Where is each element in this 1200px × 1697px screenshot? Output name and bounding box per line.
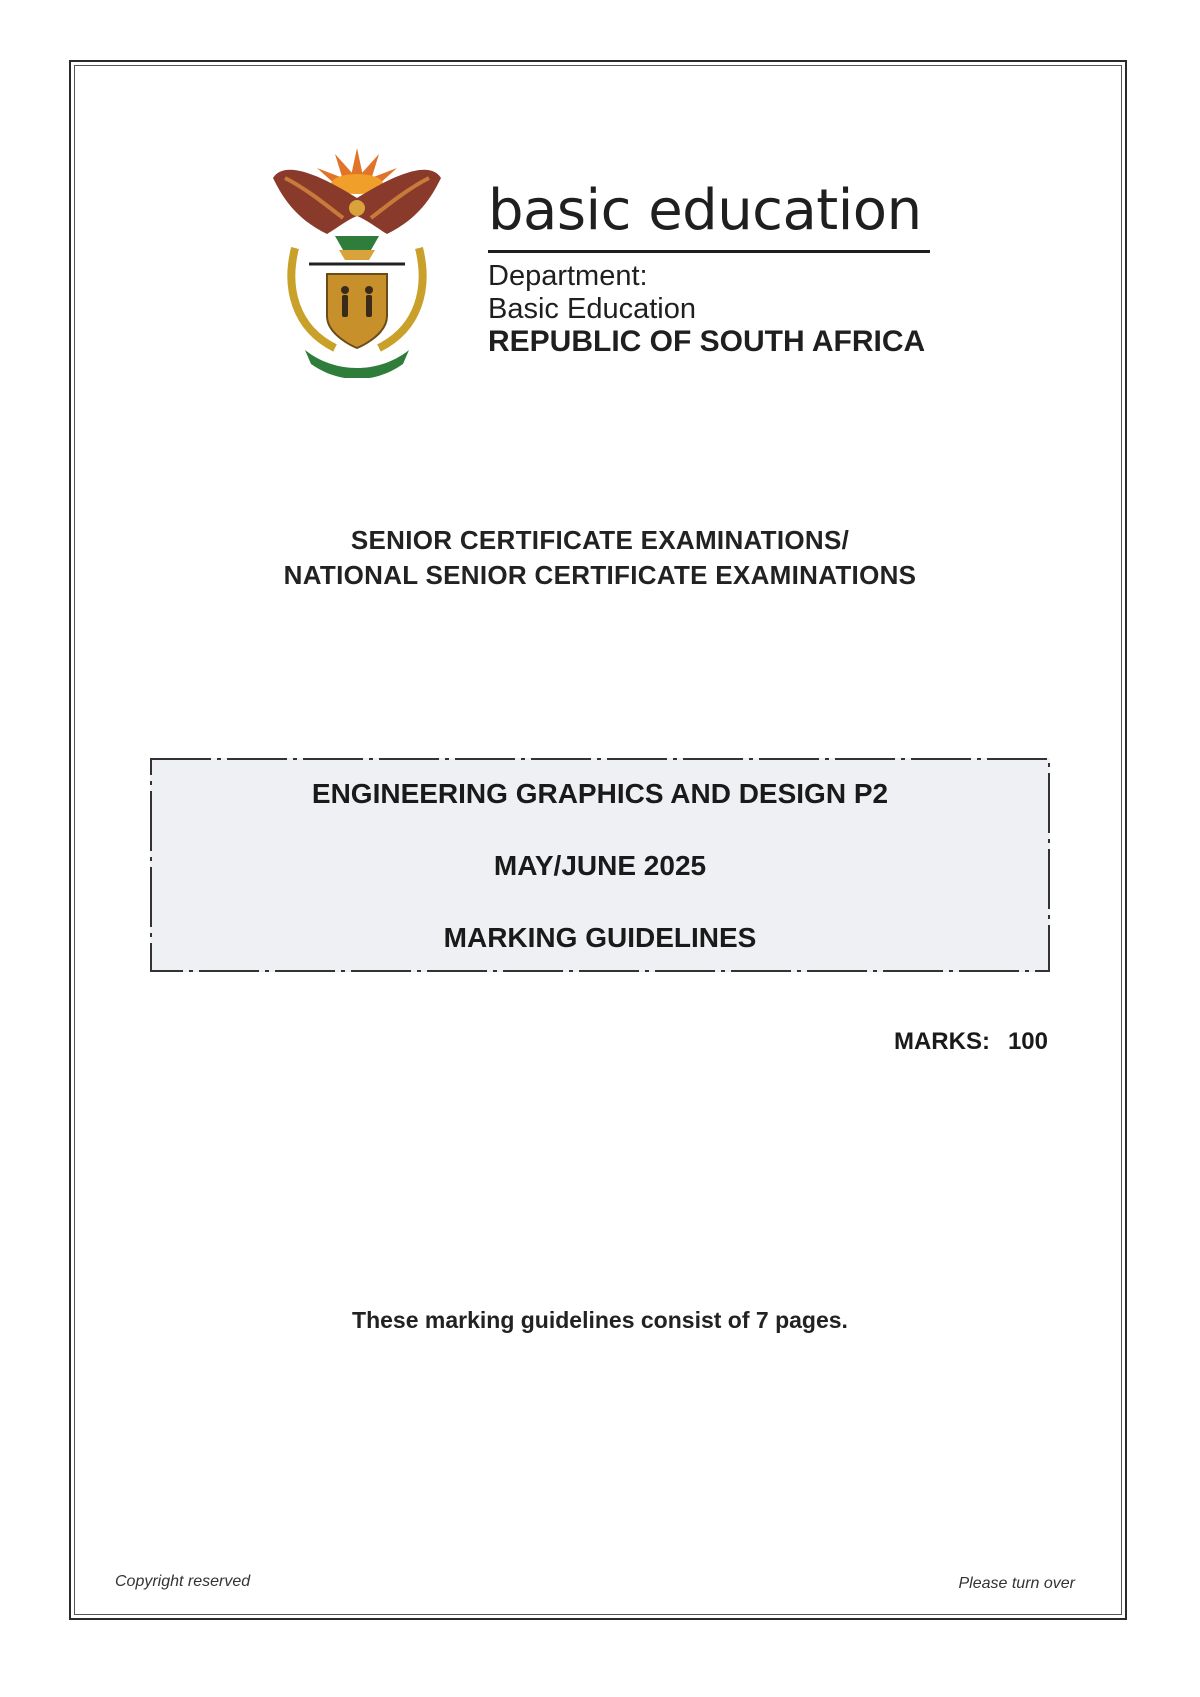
brand-divider: [488, 250, 930, 253]
page-count-note: These marking guidelines consist of 7 pages.: [352, 1307, 848, 1333]
marks-total: [894, 1028, 1048, 1056]
marks-label: MARKS:: [893, 1028, 990, 1055]
title-box: [150, 758, 1050, 972]
brand-title: basic education: [488, 178, 922, 243]
coat-of-arms-icon: [265, 138, 450, 378]
exam-session: MAY/JUNE 2025: [493, 850, 707, 881]
exam-type-line-2: NATIONAL SENIOR CERTIFICATE EXAMINATIONS: [283, 560, 917, 590]
department-name: Basic Education: [488, 293, 696, 325]
subject-title: ENGINEERING GRAPHICS AND DESIGN P2: [311, 778, 889, 809]
exam-type-line-1: SENIOR CERTIFICATE EXAMINATIONS/: [350, 525, 850, 555]
department-label: Department:: [488, 260, 648, 292]
country-name: REPUBLIC OF SOUTH AFRICA: [488, 325, 926, 358]
footer-copyright: Copyright reserved: [115, 1573, 251, 1590]
document-type: MARKING GUIDELINES: [443, 922, 757, 953]
footer-turn-over: Please turn over: [958, 1575, 1075, 1592]
marks-value: 100: [1007, 1028, 1048, 1055]
